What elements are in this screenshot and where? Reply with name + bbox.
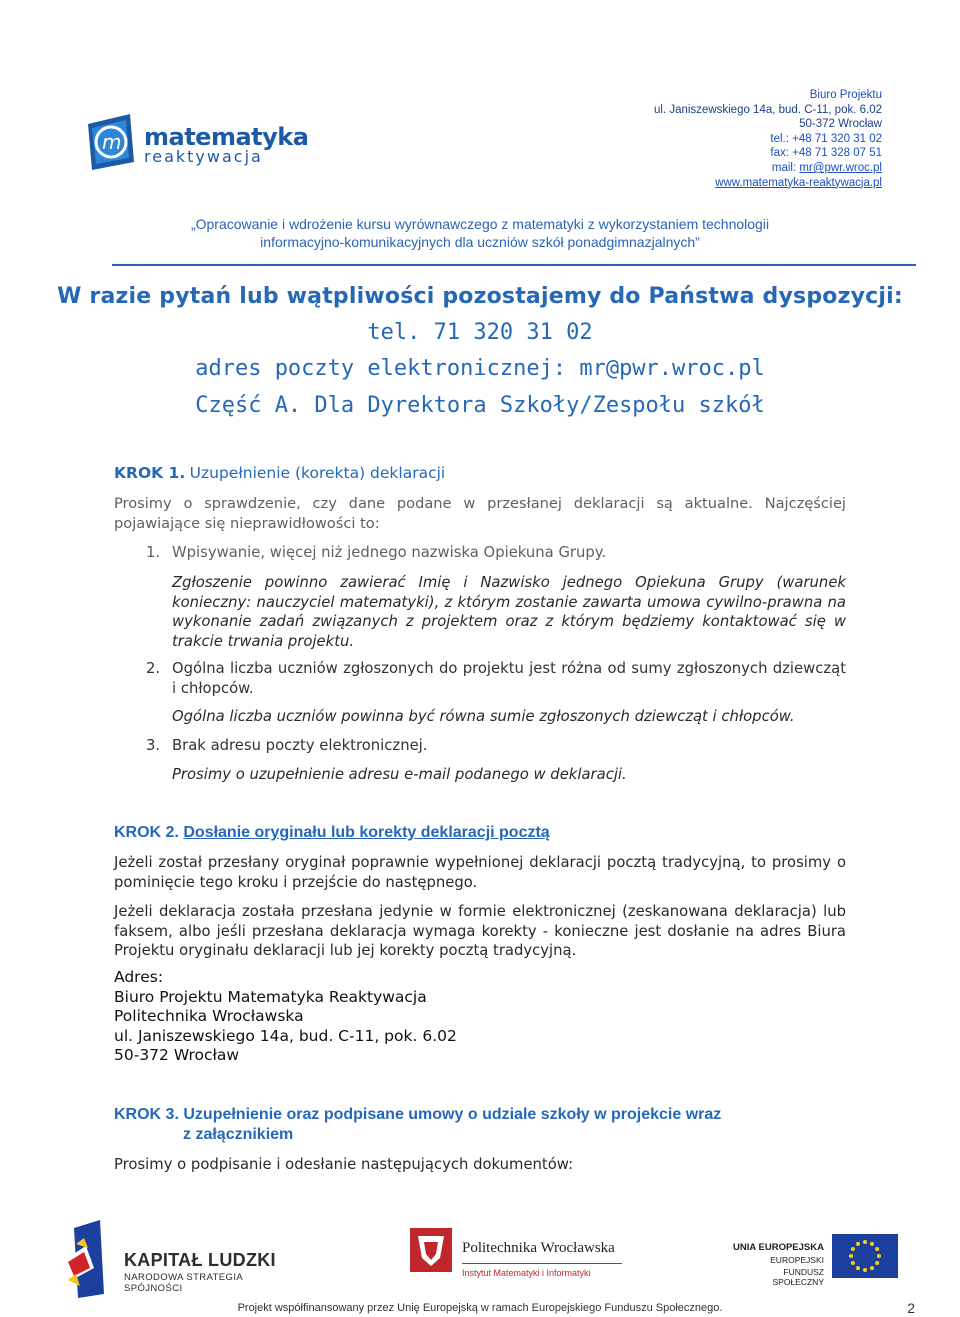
eu-star: [856, 1242, 860, 1246]
item1-text: Wpisywanie, więcej niż jednego nazwiska Opiekuna Grupy.: [172, 544, 607, 561]
eu-logo: [730, 1234, 900, 1287]
eu-star: [870, 1266, 874, 1270]
tel-label: tel.:: [770, 132, 789, 145]
www-link[interactable]: www.matematyka-reaktywacja.pl: [715, 176, 882, 189]
mailing-address: [114, 968, 457, 1066]
address-line: Biuro Projektu Matematyka Reaktywacja: [114, 987, 427, 1006]
eu-star: [875, 1261, 879, 1265]
step3-heading: [114, 1106, 721, 1124]
address-line: ul. Janiszewskiego 14a, bud. C-11, pok. 6.02: [114, 1026, 457, 1045]
politechnika-divider: [462, 1263, 622, 1264]
address-line: Adres:: [114, 968, 164, 986]
item2-number: 2.: [146, 660, 161, 677]
eu-flag-icon: [832, 1234, 898, 1278]
kapital-ludzki-icon: [64, 1220, 114, 1298]
contact-fax: [582, 146, 882, 161]
intro-phone: tel. 71 320 31 02: [367, 320, 593, 345]
item3-note: Prosimy o uzupełnienie adresu e-mail podanego w deklaracji.: [172, 766, 627, 783]
logo-mark-icon: [82, 110, 138, 174]
step3-title-line2: [183, 1126, 293, 1144]
step3-paragraph: Prosimy o podpisanie i odesłanie następujących dokumentów:: [114, 1156, 574, 1173]
step2-title: Dosłanie oryginału lub korekty deklaracji pocztą: [183, 824, 550, 841]
step3-title-line1: Uzupełnienie oraz podpisane umowy o udziale szkoły w projekcie wraz: [183, 1106, 722, 1123]
politechnika-name: Politechnika Wrocławska: [462, 1240, 615, 1256]
kapital-ludzki-title: KAPITAŁ LUDZKI: [124, 1250, 276, 1270]
footer-logos: [0, 1210, 960, 1300]
fax-value: +48 71 328 07 51: [792, 147, 882, 160]
contact-tel: [582, 132, 882, 147]
project-title: [0, 215, 960, 251]
eu-star: [875, 1247, 879, 1251]
eu-star: [849, 1254, 853, 1258]
step1-intro: Prosimy o sprawdzenie, czy dane podane w przesłanej deklaracji są aktualne. Najczęściej pojawiające się nieprawidłowości to:: [114, 495, 846, 532]
project-title-line2: informacyjno-komunikacyjnych dla uczniów szkół ponadgimnazjalnych”: [260, 234, 700, 250]
step1-heading: [114, 464, 445, 483]
mail-link[interactable]: mr@pwr.wroc.pl: [799, 161, 882, 174]
item3-number: 3.: [146, 737, 161, 754]
step1-title: Uzupełnienie (korekta) deklaracji: [189, 464, 446, 482]
step2-label: KROK 2.: [114, 824, 179, 841]
header-divider: [112, 264, 916, 266]
logo-subtitle: reaktywacja: [144, 147, 263, 166]
item2-note: Ogólna liczba uczniów powinna być równa sumie zgłoszonych dziewcząt i chłopców.: [172, 708, 795, 725]
mail-label: mail:: [771, 161, 797, 174]
kapital-ludzki-logo: [64, 1220, 304, 1300]
kapital-ludzki-subtitle: NARODOWA STRATEGIA SPÓJNOŚCI: [124, 1272, 243, 1294]
step2-paragraph1: Jeżeli został przesłany oryginał poprawnie wypełnionej deklaracji pocztą tradycyjną, to prosimy o pominięcie tego kroku i przejście do następnego.: [114, 854, 846, 891]
matematyka-reaktywacja-logo: [82, 110, 309, 180]
politechnika-logo: [410, 1228, 630, 1288]
politechnika-crest-icon: [410, 1228, 452, 1272]
intro-email: adres poczty elektronicznej: mr@pwr.wroc.pl: [195, 356, 765, 381]
page-number: 2: [907, 1300, 915, 1316]
contact-city: 50-372 Wrocław: [799, 118, 882, 131]
logo-mark-letter: m: [102, 130, 122, 154]
contact-block: [582, 88, 882, 190]
item1-number: 1.: [146, 544, 161, 561]
fax-label: fax:: [770, 147, 789, 160]
intro-heading: W razie pytań lub wątpliwości pozostajemy do Państwa dyspozycji:: [57, 284, 903, 309]
step2-heading: [114, 824, 550, 842]
contact-office: Biuro Projektu: [809, 89, 882, 101]
eu-star: [877, 1254, 881, 1258]
item2-text: Ogólna liczba uczniów zgłoszonych do projektu jest różna od sumy zgłoszonych dziewcząt i chłopców.: [172, 660, 846, 697]
contact-street: ul. Janiszewskiego 14a, bud. C-11, pok. 6.02: [653, 103, 882, 116]
step1-label: KROK 1.: [114, 464, 186, 482]
eu-star: [863, 1240, 867, 1244]
eu-star: [851, 1261, 855, 1265]
footer-note: Projekt współfinansowany przez Unię Europejską w ramach Europejskiego Funduszu Społecznego.: [237, 1302, 723, 1314]
eu-text1: UNIA EUROPEJSKA: [733, 1242, 824, 1253]
address-line: Politechnika Wrocławska: [114, 1007, 304, 1026]
step3-title-line2-text: z załącznikiem: [183, 1126, 294, 1143]
step3-label: KROK 3.: [114, 1106, 179, 1123]
item1-note: Zgłoszenie powinno zawierać Imię i Nazwisko jednego Opiekuna Grupy (warunek konieczny: nauczyciel matematyki), z którym zostanie zawarta umowa cywilno-prawna na wykonanie zadań związanych z projektem oraz z którym będziemy kontaktować się w trakcie trwania projektu.: [172, 574, 846, 650]
contact-mail: [582, 161, 882, 176]
eu-star: [870, 1242, 874, 1246]
eu-text2: EUROPEJSKI: [770, 1255, 824, 1265]
address-line: 50-372 Wrocław: [114, 1046, 240, 1065]
eu-text3: FUNDUSZ SPOŁECZNY: [772, 1267, 824, 1287]
logo-name: matematyka: [144, 123, 309, 151]
item3-text: Brak adresu poczty elektronicznej.: [172, 737, 428, 754]
politechnika-institute: Instytut Matematyki i Informatyki: [462, 1268, 591, 1278]
eu-star: [863, 1268, 867, 1272]
step2-paragraph2: Jeżeli deklaracja została przesłana jedynie w formie elektronicznej (zeskanowana deklaracja) lub faksem, albo jeśli przesłana deklaracja wymaga korekty - konieczne jest dosłanie na adres Biura Projektu oryginału deklaracji lub jej korekty pocztą tradycyjną.: [114, 903, 846, 960]
tel-value: +48 71 320 31 02: [792, 132, 882, 145]
eu-star: [856, 1266, 860, 1270]
project-title-line1: „Opracowanie i wdrożenie kursu wyrównawczego z matematyki z wykorzystaniem technologii: [190, 216, 770, 232]
part-a-heading: Część A. Dla Dyrektora Szkoły/Zespołu szkół: [195, 393, 765, 418]
eu-star: [851, 1247, 855, 1251]
